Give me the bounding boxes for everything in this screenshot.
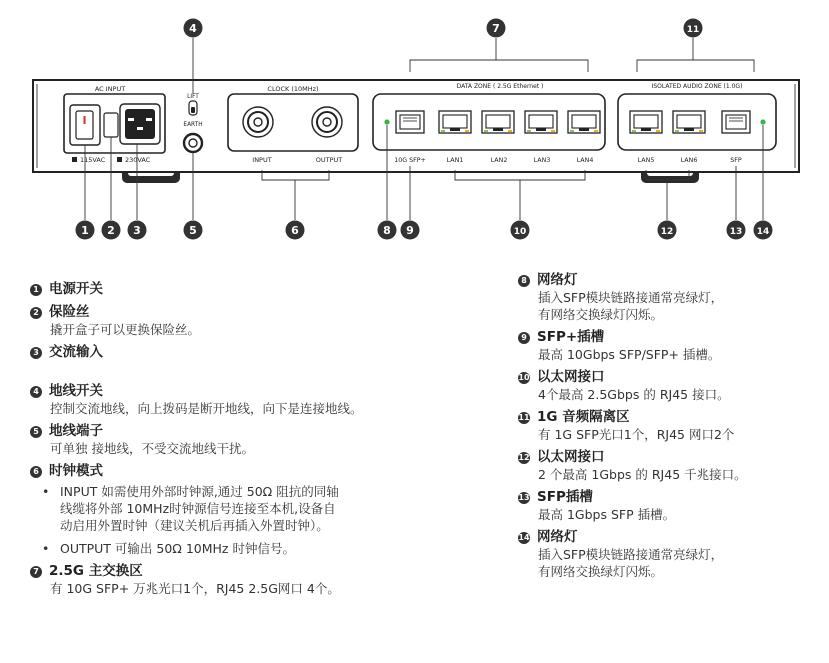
callout-number: 6	[291, 223, 299, 237]
port-label-sfp: SFP	[730, 157, 742, 164]
legend-right	[518, 272, 818, 580]
legend-desc: 最高 10Gbps SFP/SFP+ 插槽。	[538, 347, 721, 362]
callout-number: 12	[660, 226, 674, 237]
port-label-lan4: LAN4	[576, 157, 594, 164]
voltage-115-label: 115VAC	[80, 156, 106, 164]
legend-item-9	[518, 329, 818, 363]
legend-number: 5	[30, 426, 42, 438]
data-zone-link-led	[384, 119, 389, 124]
callout-number: 14	[756, 226, 770, 237]
rj45-port-lan5[interactable]	[630, 111, 662, 133]
legend-item-12	[518, 449, 818, 483]
callout-7	[487, 19, 506, 38]
legend-number: 1	[30, 284, 42, 296]
legend-title: 网络灯	[537, 529, 578, 545]
audio-zone-title: ISOLATED AUDIO ZONE (1.0G)	[651, 83, 743, 90]
rear-panel-diagram	[0, 0, 829, 270]
legend-number: 6	[30, 466, 42, 478]
ac-input-title: AC INPUT	[94, 85, 126, 93]
callout-number: 9	[406, 223, 414, 237]
legend-number: 3	[30, 347, 42, 359]
legend-number: 13	[518, 493, 530, 502]
legend-number: 7	[30, 566, 42, 578]
legend-desc: 有 1G SFP光口1个，RJ45 网口2个	[538, 427, 735, 442]
callout-number: 8	[383, 223, 391, 237]
legend-number: 14	[518, 533, 530, 542]
legend-item-2	[30, 304, 450, 338]
legend-left	[30, 281, 450, 597]
legend-bullet: INPUT 如需使用外部时钟源,通过 50Ω 阻抗的同轴	[60, 484, 339, 499]
legend-desc: 插入SFP模块链路接通常亮绿灯，	[538, 290, 724, 305]
callout-number: 10	[513, 226, 527, 237]
legend-title: 2.5G 主交换区	[49, 563, 143, 579]
legend-item-6: 6 时钟模式 • INPUT 如需使用外部时钟源,通过 50Ω 阻抗的同轴 线缆将外部 10MHz时钟源信号连接至本机,设备自 动启用外置时钟（建议关机后再插入外置时钟）。 • OUTPUT 可输出 50Ω 10MHz 时钟信号。	[30, 463, 450, 557]
legend-number: 8	[518, 275, 530, 287]
rj45-port-lan3[interactable]	[525, 111, 557, 133]
legend-title: 地线端子	[49, 423, 103, 439]
legend-item-11	[518, 409, 818, 443]
legend-item-14	[518, 529, 818, 580]
legend-desc: 4个最高 2.5Gbps 的 RJ45 接口。	[538, 387, 730, 402]
legend-title: SFP+插槽	[537, 329, 605, 345]
legend-title: 1G 音频隔离区	[537, 409, 630, 425]
port-label-lan6: LAN6	[680, 157, 698, 164]
legend-title: 时钟模式	[49, 463, 103, 479]
legend-item-1	[30, 281, 450, 298]
legend-title: 电源开关	[49, 281, 103, 297]
legend-item-8	[518, 272, 818, 323]
legend-title: 保险丝	[49, 304, 90, 320]
legend-desc: 最高 1Gbps SFP 插槽。	[538, 507, 676, 522]
port-label-sfp-plus: 10G SFP+	[394, 157, 426, 164]
legend-item-10	[518, 369, 818, 403]
legend-title: 交流输入	[49, 344, 103, 360]
legend-number: 2	[30, 307, 42, 319]
legend-title: 网络灯	[537, 272, 578, 288]
callout-number: 1	[81, 223, 89, 237]
callout-5	[184, 221, 203, 240]
port-label-lan5: LAN5	[637, 157, 655, 164]
data-zone-title: DATA ZONE ( 2.5G Ethernet )	[456, 83, 544, 90]
legend-item-7	[30, 563, 450, 597]
callout-14	[754, 221, 773, 240]
rj45-port-lan2[interactable]	[482, 111, 514, 133]
legend-desc: 2 个最高 1Gbps 的 RJ45 千兆接口。	[538, 467, 747, 482]
legend-number: 4	[30, 386, 42, 398]
sfp-port[interactable]	[722, 111, 750, 133]
legend-desc: 可单独 接地线，不受交流地线干扰。	[50, 441, 254, 456]
rj45-port-lan4[interactable]	[568, 111, 600, 133]
callout-number: 2	[107, 223, 115, 237]
sfp-plus-port[interactable]	[396, 111, 424, 133]
callout-13	[727, 221, 746, 240]
callout-number: 4	[189, 21, 197, 35]
legend-desc: 有 10G SFP+ 万兆光口1个，RJ45 2.5G网口 4个。	[50, 581, 340, 596]
audio-zone-link-led	[760, 119, 765, 124]
port-label-lan3: LAN3	[533, 157, 551, 164]
rj45-port-lan1[interactable]	[439, 111, 471, 133]
clock-title: CLOCK (10MHz)	[267, 85, 319, 93]
callout-12	[658, 221, 677, 240]
legend-title: 以太网接口	[537, 369, 605, 385]
lift-label: LIFT	[187, 94, 199, 100]
voltage-115-marker	[72, 157, 77, 162]
callout-3	[128, 221, 147, 240]
legend-desc: 插入SFP模块链路接通常亮绿灯，	[538, 547, 724, 562]
callout-number: 11	[686, 24, 700, 35]
callout-8	[378, 221, 397, 240]
callout-11	[684, 19, 703, 38]
fuse-holder[interactable]	[104, 113, 118, 137]
legend-item-3	[30, 344, 450, 361]
legend-item-5	[30, 423, 450, 457]
legend-number: 11	[518, 413, 530, 422]
callout-9	[401, 221, 420, 240]
legend-bullet: OUTPUT 可输出 50Ω 10MHz 时钟信号。	[60, 541, 295, 556]
rj45-port-lan6[interactable]	[673, 111, 705, 133]
callout-number: 3	[133, 223, 141, 237]
callout-6	[286, 221, 305, 240]
legend-title: SFP插槽	[537, 489, 593, 505]
legend-number: 10	[518, 373, 530, 382]
port-label-lan2: LAN2	[490, 157, 508, 164]
callout-4	[184, 19, 203, 38]
earth-label: EARTH	[183, 122, 203, 128]
callout-number: 5	[189, 223, 197, 237]
legend-number: 9	[518, 332, 530, 344]
legend-title: 以太网接口	[537, 449, 605, 465]
voltage-230-marker	[117, 157, 122, 162]
clock-input-label: INPUT	[252, 156, 272, 164]
callout-10	[511, 221, 530, 240]
clock-output-label: OUTPUT	[315, 156, 343, 164]
legend-number: 12	[518, 453, 530, 462]
callout-number: 7	[492, 21, 500, 35]
legend-desc: 有网络交换绿灯闪烁。	[538, 564, 664, 579]
legend-title: 地线开关	[49, 383, 103, 399]
legend-desc: 控制交流地线，向上拨码是断开地线，向下是连接地线。	[50, 401, 363, 416]
legend-bullet: 线缆将外部 10MHz时钟源信号连接至本机,设备自	[60, 501, 336, 516]
voltage-230-label: 230VAC	[125, 156, 151, 164]
callout-number: 13	[729, 226, 743, 237]
callout-2	[102, 221, 121, 240]
legend-desc: 有网络交换绿灯闪烁。	[538, 307, 664, 322]
legend-item-4	[30, 383, 450, 417]
legend-desc: 撬开盒子可以更换保险丝。	[50, 322, 201, 337]
callout-1	[76, 221, 95, 240]
legend-bullet: 动启用外置时钟（建议关机后再插入外置时钟）。	[60, 518, 329, 533]
port-label-lan1: LAN1	[446, 157, 464, 164]
legend-item-13	[518, 489, 818, 523]
